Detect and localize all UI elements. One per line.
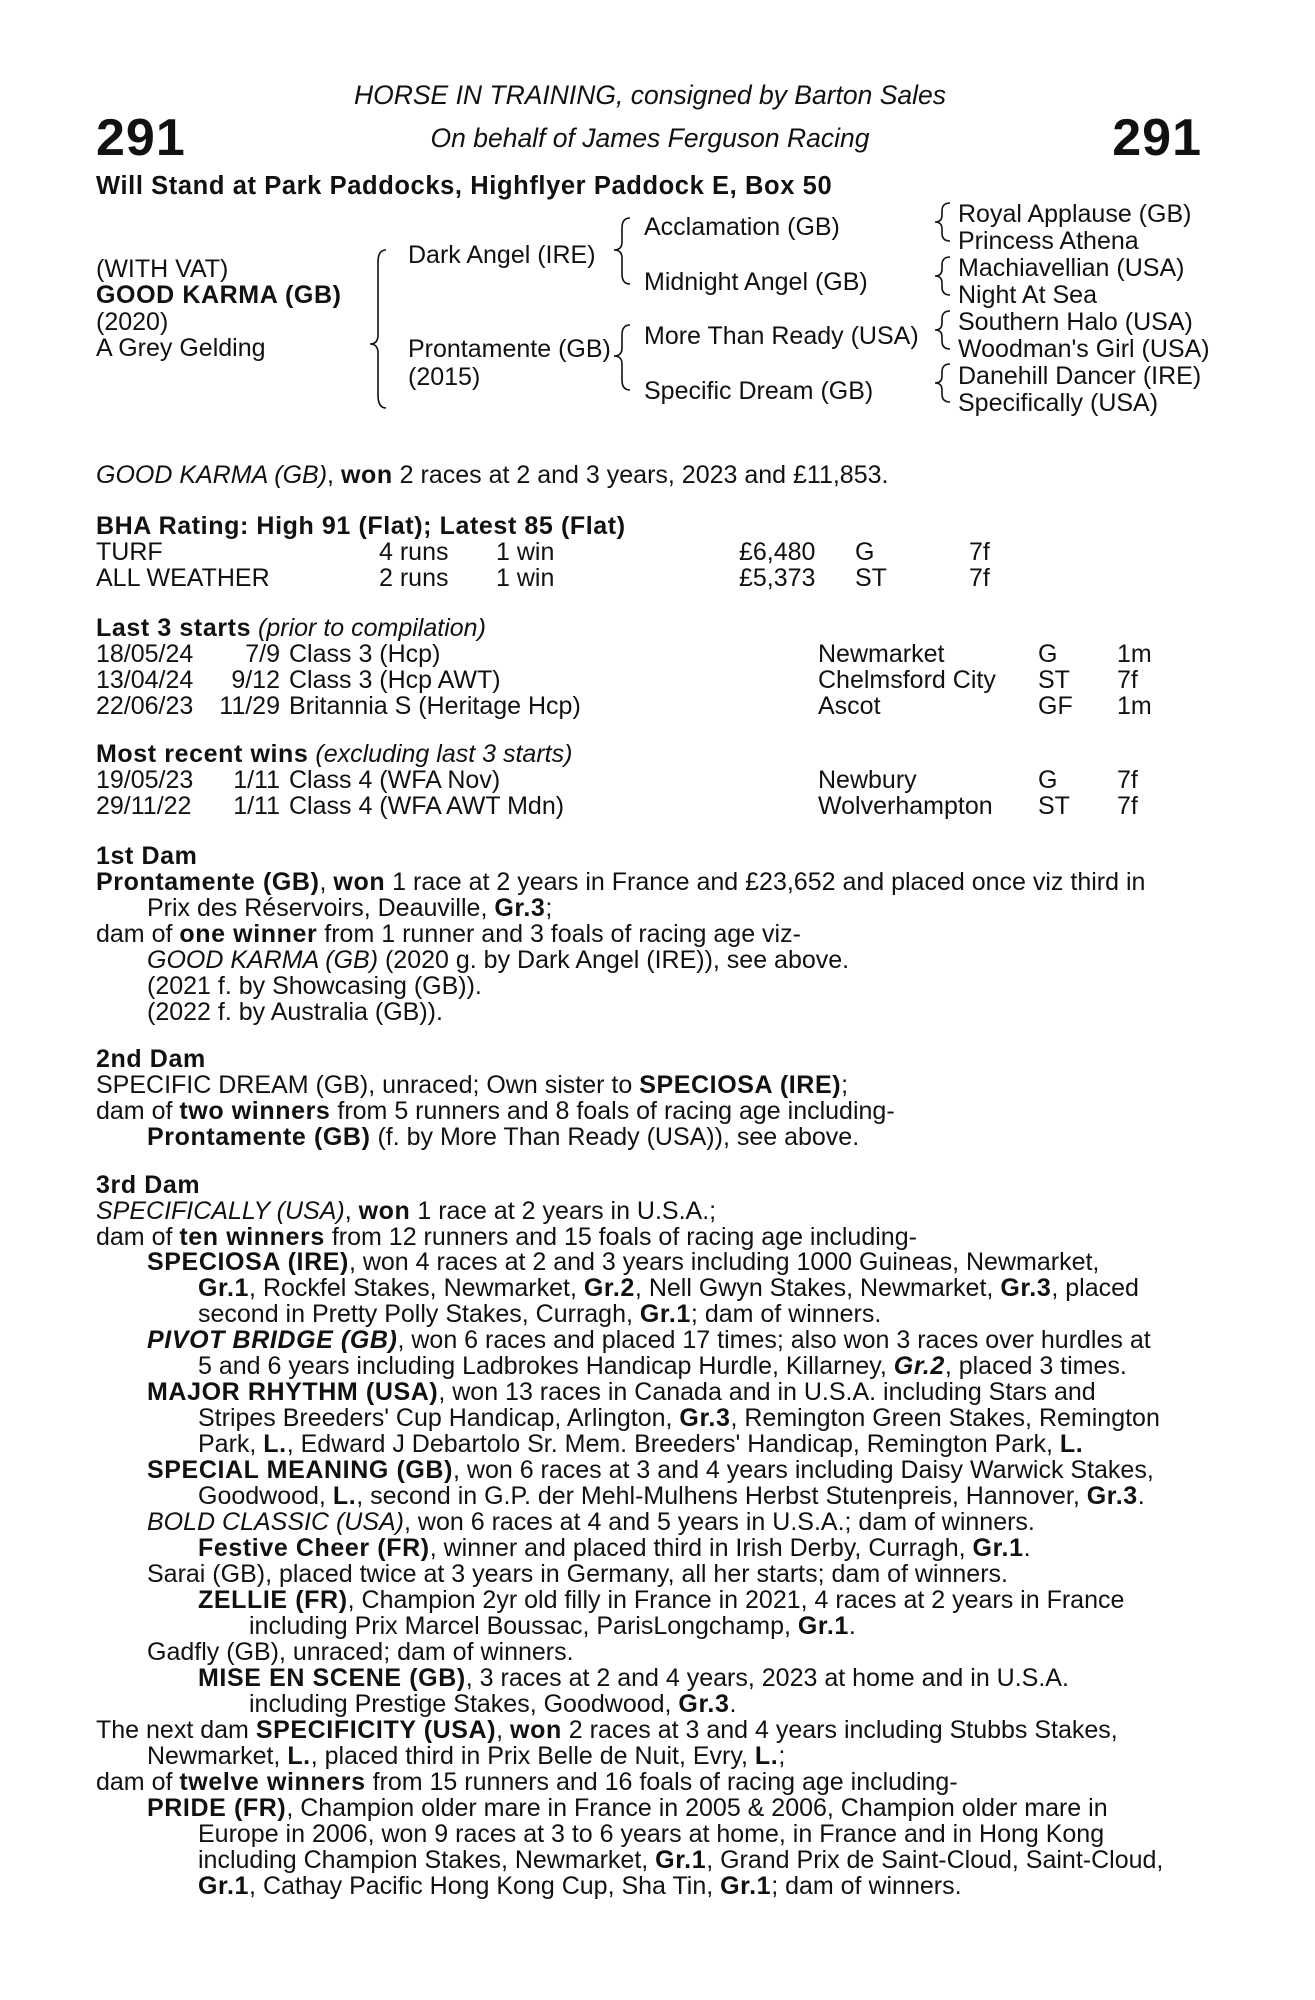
bha-rating: BHA Rating: High 91 (Flat); Latest 85 (Flat) xyxy=(96,512,626,540)
lot-number-right: 291 xyxy=(1112,109,1202,167)
race-course: Chelmsford City xyxy=(818,666,996,694)
race-going: G xyxy=(1038,640,1058,668)
race-position: 7/9 xyxy=(245,640,280,668)
race-name: Class 3 (Hcp) xyxy=(289,640,441,668)
rating-distance: 7f xyxy=(969,538,990,566)
rating-surface: ALL WEATHER xyxy=(96,564,270,592)
race-distance: 1m xyxy=(1117,640,1152,668)
brace-gen1 xyxy=(370,250,386,408)
dam3-name: SPECIFICALLY (USA) xyxy=(96,1197,345,1225)
progeny-speciosa: SPECIOSA (IRE), won 4 races at 2 and 3 years including 1000 Guineas, Newmarket, xyxy=(147,1248,1100,1276)
dam1-text1: 1 race at 2 years in France and £23,652 and placed once viz third in xyxy=(385,868,1146,896)
dam1-name: Prontamente (GB) xyxy=(96,868,320,896)
pedigree-dam-sire: More Than Ready (USA) xyxy=(644,322,919,350)
dam3-line1: SPECIFICALLY (USA), won 1 race at 2 years in U.S.A.; xyxy=(96,1197,717,1225)
race-position: 9/12 xyxy=(231,666,280,694)
dam1-line1: Prontamente (GB), won 1 race at 2 years in France and £23,652 and placed once viz third in xyxy=(96,868,1146,896)
progeny-festive-cheer: Festive Cheer (FR), winner and placed third in Irish Derby, Curragh, Gr.1. xyxy=(198,1534,1031,1562)
race-course: Wolverhampton xyxy=(818,792,993,820)
progeny-mise-en-scene-l2: including Prestige Stakes, Goodwood, Gr.3. xyxy=(249,1690,737,1718)
rating-runs: 4 runs xyxy=(379,538,449,566)
pedigree-sire-sire: Acclamation (GB) xyxy=(644,213,840,241)
vat-note: (WITH VAT) xyxy=(96,255,229,283)
dam1-heading: 1st Dam xyxy=(96,842,198,870)
pedigree-dam-year: (2015) xyxy=(408,363,481,391)
race-date: 19/05/23 xyxy=(96,766,194,794)
pedigree-dss: Southern Halo (USA) xyxy=(958,308,1193,336)
dam1-grade: Gr.3 xyxy=(494,894,546,922)
dam1-won: won xyxy=(333,868,386,896)
dam2-sister: SPECIOSA (IRE) xyxy=(639,1071,842,1099)
race-position: 1/11 xyxy=(233,766,280,794)
race-course: Newmarket xyxy=(818,640,945,668)
progeny-major-rhythm-l2: Stripes Breeders' Cup Handicap, Arlington, Gr.3, Remington Green Stakes, Remington xyxy=(198,1404,1160,1432)
recent-wins-title: Most recent wins xyxy=(96,740,309,768)
horse-description: A Grey Gelding xyxy=(96,334,266,362)
dam1-line2: Prix des Réservoirs, Deauville, Gr.3; xyxy=(147,894,553,922)
stand-location: Will Stand at Park Paddocks, Highflyer Paddock E, Box 50 xyxy=(96,172,833,200)
progeny-bold-classic: BOLD CLASSIC (USA), won 6 races at 4 and 5 years in U.S.A.; dam of winners. xyxy=(147,1508,1035,1536)
dam1-winners: one winner xyxy=(179,920,318,948)
progeny-pivot-bridge-l2: 5 and 6 years including Ladbrokes Handicap Hurdle, Killarney, Gr.2, placed 3 times. xyxy=(198,1352,1127,1380)
race-course: Ascot xyxy=(818,692,881,720)
progeny-major-rhythm-l3: Park, L., Edward J Debartolo Sr. Mem. Breeders' Handicap, Remington Park, L. xyxy=(198,1430,1084,1458)
last-starts-note: (prior to compilation) xyxy=(251,614,486,642)
dam1-progeny-3: (2022 f. by Australia (GB)). xyxy=(147,998,443,1026)
next-dam-produce: dam of twelve winners from 15 runners and 16 foals of racing age including- xyxy=(96,1768,958,1796)
race-going: ST xyxy=(1038,666,1070,694)
pedigree-sire: Dark Angel (IRE) xyxy=(408,241,596,269)
progeny-pivot-bridge: PIVOT BRIDGE (GB), won 6 races and placed 17 times; also won 3 races over hurdles at xyxy=(147,1326,1151,1354)
progeny-mise-en-scene: MISE EN SCENE (GB), 3 races at 2 and 4 years, 2023 at home and in U.S.A. xyxy=(198,1664,1069,1692)
pedigree-sss: Royal Applause (GB) xyxy=(958,200,1192,228)
race-distance: 7f xyxy=(1117,766,1138,794)
race-name: Class 4 (WFA Nov) xyxy=(289,766,501,794)
dam2-progeny: Prontamente (GB) (f. by More Than Ready (USA)), see above. xyxy=(147,1123,860,1151)
pedigree-sire-dam: Midnight Angel (GB) xyxy=(644,268,868,296)
race-date: 18/05/24 xyxy=(96,640,194,668)
horse-year: (2020) xyxy=(96,308,169,336)
progeny-special-meaning-l2: Goodwood, L., second in G.P. der Mehl-Mulhens Herbst Stutenpreis, Hannover, Gr.3. xyxy=(198,1482,1145,1510)
summary-won: won xyxy=(340,461,393,489)
recent-wins-heading xyxy=(96,742,572,768)
pedigree-dam-dam: Specific Dream (GB) xyxy=(644,377,874,405)
header-vendor: On behalf of James Ferguson Racing xyxy=(430,123,870,153)
progeny-special-meaning: SPECIAL MEANING (GB), won 6 races at 3 and 4 years including Daisy Warwick Stakes, xyxy=(147,1456,1154,1484)
header-consignor: HORSE IN TRAINING, consigned by Barton Sales xyxy=(353,80,947,110)
dam2-line2: dam of two winners from 5 runners and 8 foals of racing age including- xyxy=(96,1097,895,1125)
summary-horse: GOOD KARMA (GB) xyxy=(96,461,328,489)
dam2-heading: 2nd Dam xyxy=(96,1045,206,1073)
race-date: 13/04/24 xyxy=(96,666,194,694)
rating-prize: £6,480 xyxy=(739,538,816,566)
rating-going: G xyxy=(855,538,875,566)
dam1-line3: dam of one winner from 1 runner and 3 foals of racing age viz- xyxy=(96,920,801,948)
progeny-speciosa-l3: second in Pretty Polly Stakes, Curragh, Gr.1; dam of winners. xyxy=(198,1300,882,1328)
race-course: Newbury xyxy=(818,766,917,794)
dam3-line2: dam of ten winners from 12 runners and 15 foals of racing age including- xyxy=(96,1223,917,1251)
progeny-pride-l4: Gr.1, Cathay Pacific Hong Kong Cup, Sha Tin, Gr.1; dam of winners. xyxy=(198,1872,962,1900)
rating-wins: 1 win xyxy=(496,564,555,592)
dam2-line1: SPECIFIC DREAM (GB), unraced; Own sister to SPECIOSA (IRE); xyxy=(96,1071,849,1099)
dam1-progeny-2: (2021 f. by Showcasing (GB)). xyxy=(147,972,482,1000)
progeny-zellie: ZELLIE (FR), Champion 2yr old filly in France in 2021, 4 races at 2 years in France xyxy=(198,1586,1125,1614)
progeny-speciosa-l2: Gr.1, Rockfel Stakes, Newmarket, Gr.2, Nell Gwyn Stakes, Newmarket, Gr.3, placed xyxy=(198,1274,1139,1302)
pedigree-ssd: Princess Athena xyxy=(958,227,1139,255)
race-name: Class 3 (Hcp AWT) xyxy=(289,666,501,694)
last-starts-heading xyxy=(96,616,486,642)
progeny-major-rhythm: MAJOR RHYTHM (USA), won 13 races in Canada and in U.S.A. including Stars and xyxy=(147,1378,1096,1406)
progeny-pride: PRIDE (FR), Champion older mare in France in 2005 & 2006, Champion older mare in xyxy=(147,1794,1108,1822)
race-going: ST xyxy=(1038,792,1070,820)
brace-sd xyxy=(935,257,950,295)
race-going: GF xyxy=(1038,692,1073,720)
pedigree-sds: Machiavellian (USA) xyxy=(958,254,1185,282)
summary-text: 2 races at 2 and 3 years, 2023 and £11,853. xyxy=(392,461,889,489)
rating-distance: 7f xyxy=(969,564,990,592)
dam1-text2: Prix des Réservoirs, Deauville, xyxy=(147,894,495,922)
brace-ds xyxy=(935,311,950,349)
progeny-sarai: Sarai (GB), placed twice at 3 years in Germany, all her starts; dam of winners. xyxy=(147,1560,1008,1588)
progeny-pride-l2: Europe in 2006, won 9 races at 3 to 6 years at home, in France and in Hong Kong xyxy=(198,1820,1105,1848)
lot-number-left: 291 xyxy=(96,109,186,167)
rating-surface: TURF xyxy=(96,538,163,566)
race-position: 1/11 xyxy=(233,792,280,820)
dam3-heading: 3rd Dam xyxy=(96,1171,201,1199)
rating-wins: 1 win xyxy=(496,538,555,566)
race-name: Class 4 (WFA AWT Mdn) xyxy=(289,792,565,820)
pedigree-dam: Prontamente (GB) xyxy=(408,335,611,363)
next-dam: The next dam SPECIFICITY (USA), won 2 races at 3 and 4 years including Stubbs Stakes, xyxy=(96,1716,1118,1744)
dam3-winners: ten winners xyxy=(179,1223,325,1251)
dam2-winners: two winners xyxy=(179,1097,331,1125)
race-distance: 7f xyxy=(1117,666,1138,694)
race-going: G xyxy=(1038,766,1058,794)
pedigree-dds: Danehill Dancer (IRE) xyxy=(958,362,1202,390)
progeny-zellie-l2: including Prix Marcel Boussac, ParisLongchamp, Gr.1. xyxy=(249,1612,856,1640)
rating-prize: £5,373 xyxy=(739,564,816,592)
brace-sire xyxy=(614,218,630,284)
brace-dam xyxy=(614,325,630,390)
race-summary: GOOD KARMA (GB), won 2 races at 2 and 3 years, 2023 and £11,853. xyxy=(96,461,889,489)
rating-going: ST xyxy=(855,564,887,592)
race-distance: 7f xyxy=(1117,792,1138,820)
brace-dd xyxy=(935,364,950,402)
brace-ss xyxy=(935,203,950,241)
race-name: Britannia S (Heritage Hcp) xyxy=(289,692,581,720)
last-starts-title: Last 3 starts xyxy=(96,614,252,642)
race-position: 11/29 xyxy=(219,692,280,720)
pedigree-sdd: Night At Sea xyxy=(958,281,1097,309)
race-distance: 1m xyxy=(1117,692,1152,720)
race-date: 22/06/23 xyxy=(96,692,194,720)
recent-wins-note: (excluding last 3 starts) xyxy=(308,740,573,768)
next-dam-l2: Newmarket, L., placed third in Prix Belle de Nuit, Evry, L.; xyxy=(147,1742,786,1770)
rating-runs: 2 runs xyxy=(379,564,449,592)
horse-name: GOOD KARMA (GB) xyxy=(96,281,342,309)
progeny-pride-l3: including Champion Stakes, Newmarket, Gr.1, Grand Prix de Saint-Cloud, Saint-Cloud, xyxy=(198,1846,1164,1874)
pedigree-dsd: Woodman's Girl (USA) xyxy=(958,335,1210,363)
progeny-gadfly: Gadfly (GB), unraced; dam of winners. xyxy=(147,1638,574,1666)
dam1-progeny-1: GOOD KARMA (GB) (2020 g. by Dark Angel (IRE)), see above. xyxy=(147,946,850,974)
race-date: 29/11/22 xyxy=(96,792,192,820)
pedigree-ddd: Specifically (USA) xyxy=(958,389,1159,417)
